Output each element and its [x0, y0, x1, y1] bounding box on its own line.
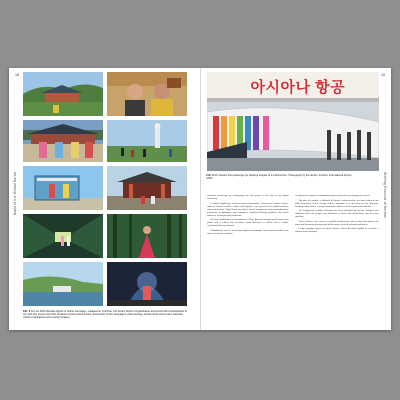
photo-hanbok-dancers [23, 120, 103, 162]
paragraph: Globalization and its associated digital technologies have made possible new forms of cultural circulation. [206, 229, 289, 236]
paragraph: We did a global age of entertainment. Why? Because images travel faster than goods, and a culture that circulates online becomes a culture that is visited, consumed and remembered. [206, 219, 289, 228]
figure-caption [207, 174, 357, 180]
photo-bus-stop [23, 166, 103, 210]
page-number: 18 [15, 73, 19, 77]
figure-caption [23, 310, 189, 320]
airline-sign: 아시아나 항공 [250, 79, 346, 96]
photo-portrait-pair [107, 72, 187, 116]
photo-forest-costume [107, 214, 187, 258]
paragraph: In the everyday spaces of travel, Korean culture becomes legible as a brand, a promise and a memory. [294, 228, 379, 234]
page-number: 19 [381, 73, 385, 77]
photo-tunnel-dancers [23, 214, 103, 258]
photo-pavilion [107, 166, 187, 210]
caption-text: Air Korea's first passenger jet displays images of a cultural icon. Photograph by the author, Incheon International Airport, 2024. [206, 174, 353, 181]
running-head: Malls of the Global Korea [13, 172, 17, 216]
paragraph: far beyond the borders of traditional nation-states and the heritage of the past. [294, 195, 371, 197]
running-head: Shifting Grounds of Korean [383, 172, 387, 219]
body-column-2 [295, 195, 379, 325]
photo-airplane-gate [207, 72, 379, 171]
photo-palace-hills [23, 72, 103, 116]
paragraph: The heightened visibility of Hallyu has been attended by tourism, festivals and exhibitions that turn images into itineraries, screens into destinations and fans into travellers. [294, 210, 379, 219]
paragraph: In today's digital age, a Korean wave of popularity – from music, fashion, shows, media to content, studios, cuisine and beyond – has spread across global markets, travel and tourism. Digital forms of product and its heritage are now reconsidered as instruments of diplomacy and commerce, published through platforms that reach audiences far beyond the peninsula. [206, 202, 289, 217]
caption-label: FIG. 6 [206, 174, 214, 177]
caption-text: For the 2023 flea-like Nights of Visitor campaign, released on YouTube, the Korea Tourism Organization announced the Ambassadors of Joy with this scene and other locations across South Korea. Screenshot of the campaign's video footage, artistic shots and screen selection, visual combinations and moving imagery. [23, 310, 188, 320]
right-page [201, 68, 392, 330]
caption-label: FIG. 5 [23, 310, 31, 313]
paragraph: Visual culture in this sense is a global infrastructure, one in which the airport, the plane and the poster become part of the same circuit of meaning and desire. [294, 220, 379, 226]
paragraph: The idea of creative, a hallmark of Korea's cultural policy, has been linked to the global promotion of the country and its industries. It is the basis for the long-term branding of the nation, a project that treats culture as both export and invitation. [294, 199, 379, 208]
book-spread [9, 68, 391, 330]
paragraph: economic landscape for redesigning the soft power in the arts of the global community. [206, 195, 289, 201]
photo-tower-park [107, 120, 187, 162]
photo-coast-hill [23, 262, 103, 306]
body-column-1 [207, 195, 289, 325]
left-page [9, 68, 201, 330]
photo-night-stage [107, 262, 187, 306]
